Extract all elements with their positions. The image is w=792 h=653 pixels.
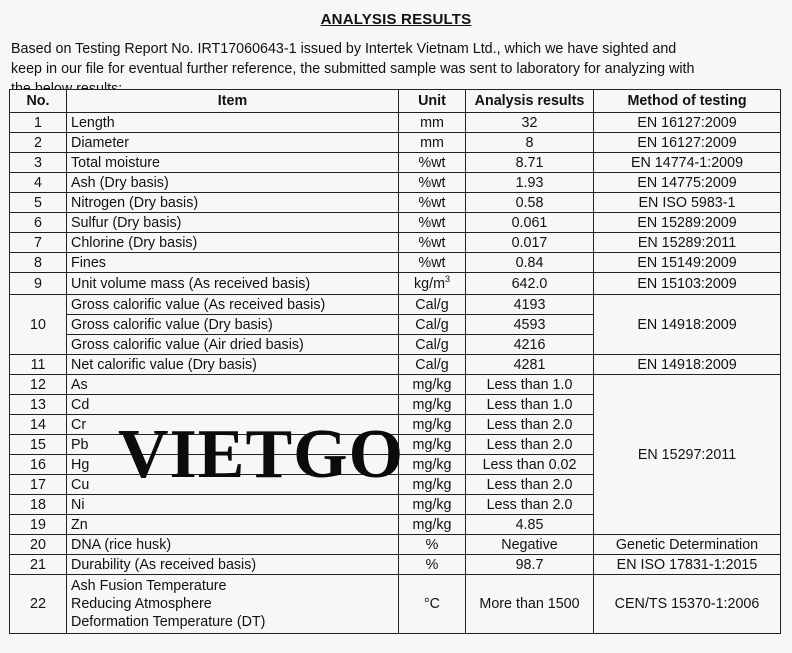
- row-item: Total moisture: [67, 153, 399, 173]
- row-no: 9: [10, 273, 67, 295]
- row-no: 13: [10, 395, 67, 415]
- row-method: EN 15289:2009: [594, 213, 781, 233]
- table-row: [10, 213, 781, 233]
- row-result: 0.017: [466, 233, 594, 253]
- row-result: 98.7: [466, 555, 594, 575]
- row-unit: mg/kg: [399, 475, 466, 495]
- row-item: Gross calorific value (Air dried basis): [67, 335, 399, 355]
- vietgo-watermark: VIETGO: [118, 416, 405, 493]
- row-item: Zn: [67, 515, 399, 535]
- row-item: Cd: [67, 395, 399, 415]
- row-no: 6: [10, 213, 67, 233]
- header-no: No.: [10, 90, 67, 113]
- row-method: EN 14918:2009: [594, 295, 781, 355]
- row-no: 20: [10, 535, 67, 555]
- row-item: As: [67, 375, 399, 395]
- row-method: CEN/TS 15370-1:2006: [594, 575, 781, 634]
- row-item: Gross calorific value (Dry basis): [67, 315, 399, 335]
- row-result: Less than 2.0: [466, 495, 594, 515]
- row-no: 5: [10, 193, 67, 213]
- row-unit: %wt: [399, 213, 466, 233]
- table-row: [10, 133, 781, 153]
- row-result: 4593: [466, 315, 594, 335]
- row-item: Cu: [67, 475, 399, 495]
- row-no: 15: [10, 435, 67, 455]
- row-result: Less than 2.0: [466, 415, 594, 435]
- row-no: 10: [10, 295, 67, 355]
- row-method: EN 15103:2009: [594, 273, 781, 295]
- row-result: 4216: [466, 335, 594, 355]
- row-unit: mg/kg: [399, 375, 466, 395]
- row-item: Gross calorific value (As received basis): [67, 295, 399, 315]
- row-result: 4.85: [466, 515, 594, 535]
- header-item: Item: [67, 90, 399, 113]
- page-title: ANALYSIS RESULTS: [320, 11, 472, 28]
- row-unit: mg/kg: [399, 435, 466, 455]
- row-unit: %wt: [399, 233, 466, 253]
- row-item: DNA (rice husk): [67, 535, 399, 555]
- row-unit: mg/kg: [399, 415, 466, 435]
- table-row: [10, 233, 781, 253]
- row-item: Durability (As received basis): [67, 555, 399, 575]
- row-result: 8: [466, 133, 594, 153]
- row-result: Less than 2.0: [466, 435, 594, 455]
- row-result: 4193: [466, 295, 594, 315]
- row-unit: %: [399, 535, 466, 555]
- row-unit: %wt: [399, 153, 466, 173]
- row-no: 12: [10, 375, 67, 395]
- row-item-line: Deformation Temperature (DT): [71, 614, 266, 630]
- row-result: 1.93: [466, 173, 594, 193]
- row-item: Fines: [67, 253, 399, 273]
- row-no: 21: [10, 555, 67, 575]
- intro-line-2: keep in our file for eventual further reference, the submitted sample was sent to laboratory for analyzing with: [11, 61, 695, 77]
- row-unit: mg/kg: [399, 515, 466, 535]
- row-unit: Cal/g: [399, 315, 466, 335]
- row-result: 642.0: [466, 273, 594, 295]
- row-item: Nitrogen (Dry basis): [67, 193, 399, 213]
- row-item: Cr: [67, 415, 399, 435]
- analysis-results-table: [9, 89, 781, 634]
- header-analysis-results: Analysis results: [466, 90, 594, 113]
- table-row: [10, 355, 781, 375]
- row-method: EN 15149:2009: [594, 253, 781, 273]
- row-method: EN 15297:2011: [594, 375, 781, 535]
- row-item: Pb: [67, 435, 399, 455]
- row-unit: mg/kg: [399, 495, 466, 515]
- row-no: 3: [10, 153, 67, 173]
- row-unit: %wt: [399, 173, 466, 193]
- table-row: [10, 253, 781, 273]
- row-unit: %wt: [399, 253, 466, 273]
- row-unit: Cal/g: [399, 335, 466, 355]
- row-unit: °C: [399, 575, 466, 634]
- row-item: Length: [67, 113, 399, 133]
- row-method: EN 14775:2009: [594, 173, 781, 193]
- row-unit: %: [399, 555, 466, 575]
- row-item-line: Ash Fusion Temperature: [71, 578, 227, 594]
- row-method: EN 15289:2011: [594, 233, 781, 253]
- row-item: Unit volume mass (As received basis): [67, 273, 399, 295]
- intro-paragraph: [11, 39, 786, 87]
- row-item-line: Reducing Atmosphere: [71, 596, 212, 612]
- row-item: Net calorific value (Dry basis): [67, 355, 399, 375]
- row-item: Ni: [67, 495, 399, 515]
- row-no: 8: [10, 253, 67, 273]
- intro-line-1: Based on Testing Report No. IRT17060643-1 issued by Intertek Vietnam Ltd., which we have sighted and: [11, 41, 677, 57]
- table-row: [10, 535, 781, 555]
- row-method: EN 16127:2009: [594, 133, 781, 153]
- row-method: EN 16127:2009: [594, 113, 781, 133]
- row-no: 2: [10, 133, 67, 153]
- unit-superscript: 3: [444, 273, 450, 284]
- header-unit: Unit: [399, 90, 466, 113]
- row-unit: mg/kg: [399, 455, 466, 475]
- header-method: Method of testing: [594, 90, 781, 113]
- row-no: 18: [10, 495, 67, 515]
- row-result: More than 1500: [466, 575, 594, 634]
- row-item: [67, 575, 399, 634]
- row-result: Less than 1.0: [466, 375, 594, 395]
- unit-text: kg/m: [414, 275, 445, 292]
- row-unit: mm: [399, 133, 466, 153]
- row-unit: [399, 273, 466, 295]
- table-row: [10, 295, 781, 315]
- row-result: 8.71: [466, 153, 594, 173]
- row-no: 11: [10, 355, 67, 375]
- row-method: EN ISO 5983-1: [594, 193, 781, 213]
- row-item: Diameter: [67, 133, 399, 153]
- row-unit: %wt: [399, 193, 466, 213]
- row-no: 16: [10, 455, 67, 475]
- row-result: Less than 0.02: [466, 455, 594, 475]
- row-no: 1: [10, 113, 67, 133]
- row-no: 22: [10, 575, 67, 634]
- row-unit: Cal/g: [399, 355, 466, 375]
- table-row: [10, 113, 781, 133]
- row-result: 32: [466, 113, 594, 133]
- row-unit: mm: [399, 113, 466, 133]
- row-result: 0.061: [466, 213, 594, 233]
- row-item: Chlorine (Dry basis): [67, 233, 399, 253]
- row-result: Negative: [466, 535, 594, 555]
- row-unit: Cal/g: [399, 295, 466, 315]
- row-result: 0.58: [466, 193, 594, 213]
- table-row: [10, 193, 781, 213]
- row-item: Ash (Dry basis): [67, 173, 399, 193]
- row-no: 14: [10, 415, 67, 435]
- table-row: [10, 575, 781, 634]
- row-no: 19: [10, 515, 67, 535]
- row-result: Less than 1.0: [466, 395, 594, 415]
- row-method: EN ISO 17831-1:2015: [594, 555, 781, 575]
- row-unit: mg/kg: [399, 395, 466, 415]
- table-row: [10, 173, 781, 193]
- table-row: [10, 375, 781, 395]
- table-header-row: [10, 90, 781, 113]
- row-no: 4: [10, 173, 67, 193]
- row-method: EN 14918:2009: [594, 355, 781, 375]
- table-row: [10, 153, 781, 173]
- row-item: Sulfur (Dry basis): [67, 213, 399, 233]
- row-result: 4281: [466, 355, 594, 375]
- row-result: Less than 2.0: [466, 475, 594, 495]
- row-item: Hg: [67, 455, 399, 475]
- table-row: [10, 555, 781, 575]
- row-result: 0.84: [466, 253, 594, 273]
- row-method: Genetic Determination: [594, 535, 781, 555]
- row-no: 17: [10, 475, 67, 495]
- row-method: EN 14774-1:2009: [594, 153, 781, 173]
- table-row: [10, 273, 781, 295]
- row-no: 7: [10, 233, 67, 253]
